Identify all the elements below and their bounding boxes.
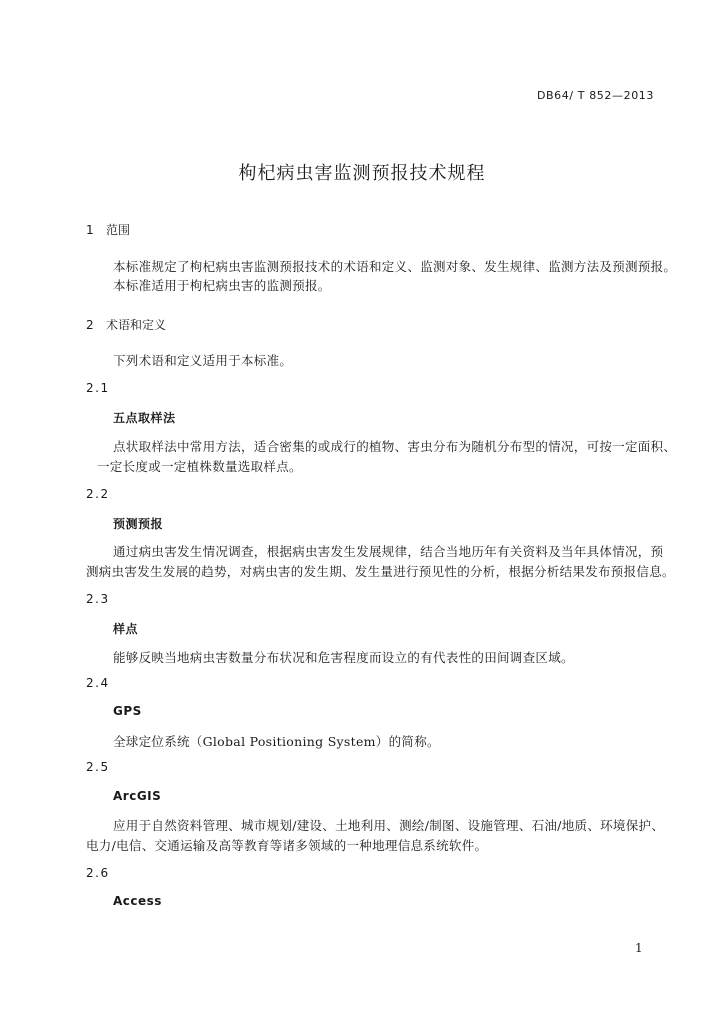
term-name: 样点: [113, 622, 139, 636]
page-number: 1: [635, 941, 643, 955]
clause-number: 2.4: [86, 676, 110, 690]
clause-number: 2.6: [86, 866, 110, 880]
clause-number: 2.3: [86, 592, 110, 606]
terms-intro: 下列术语和定义适用于本标准。: [113, 353, 293, 368]
scope-line-2: 本标准适用于枸杞病虫害的监测预报。: [113, 278, 331, 293]
section-title: 术语和定义: [106, 318, 167, 332]
term-name: ArcGIS: [113, 789, 162, 803]
term-definition-line: 能够反映当地病虫害数量分布状况和危害程度而设立的有代表性的田间调查区域。: [113, 650, 574, 665]
section-heading-scope: [86, 221, 130, 238]
term-name: 预测预报: [113, 517, 164, 531]
scope-line-1: 本标准规定了枸杞病虫害监测预报技术的术语和定义、监测对象、发生规律、监测方法及预测预报。: [113, 259, 677, 274]
term-definition-line: 通过病虫害发生情况调查，根据病虫害发生发展规律，结合当地历年有关资料及当年具体情况，预: [113, 544, 664, 559]
section-title: 范围: [106, 223, 131, 237]
term-definition-line: 电力/电信、交通运输及高等教育等诸多领域的一种地理信息系统软件。: [86, 838, 488, 853]
clause-number: 2.1: [86, 381, 110, 395]
term-name: 五点取样法: [113, 411, 176, 425]
term-name: Access: [113, 894, 162, 908]
term-definition-line: 应用于自然资料管理、城市规划/建设、土地利用、测绘/制图、设施管理、石油/地质、环境保护、: [113, 818, 665, 833]
section-heading-terms: [86, 316, 166, 333]
term-definition-line: 点状取样法中常用方法，适合密集的或成行的植物、害虫分布为随机分布型的情况，可按一定面积、: [113, 439, 677, 454]
standard-number: DB64/ T 852—2013: [536, 89, 654, 102]
section-number: 1: [86, 223, 94, 237]
clause-number: 2.2: [86, 487, 110, 501]
term-definition-line: 全球定位系统（Global Positioning System）的简称。: [113, 734, 440, 749]
term-definition-line: 一定长度或一定植株数量选取样点。: [97, 459, 302, 474]
term-definition-line: 测病虫害发生发展的趋势，对病虫害的发生期、发生量进行预见性的分析，根据分析结果发布预报信息。: [86, 564, 675, 579]
document-title: 枸杞病虫害监测预报技术规程: [238, 163, 486, 184]
section-number: 2: [86, 318, 94, 332]
clause-number: 2.5: [86, 760, 110, 774]
term-name: GPS: [113, 704, 142, 718]
